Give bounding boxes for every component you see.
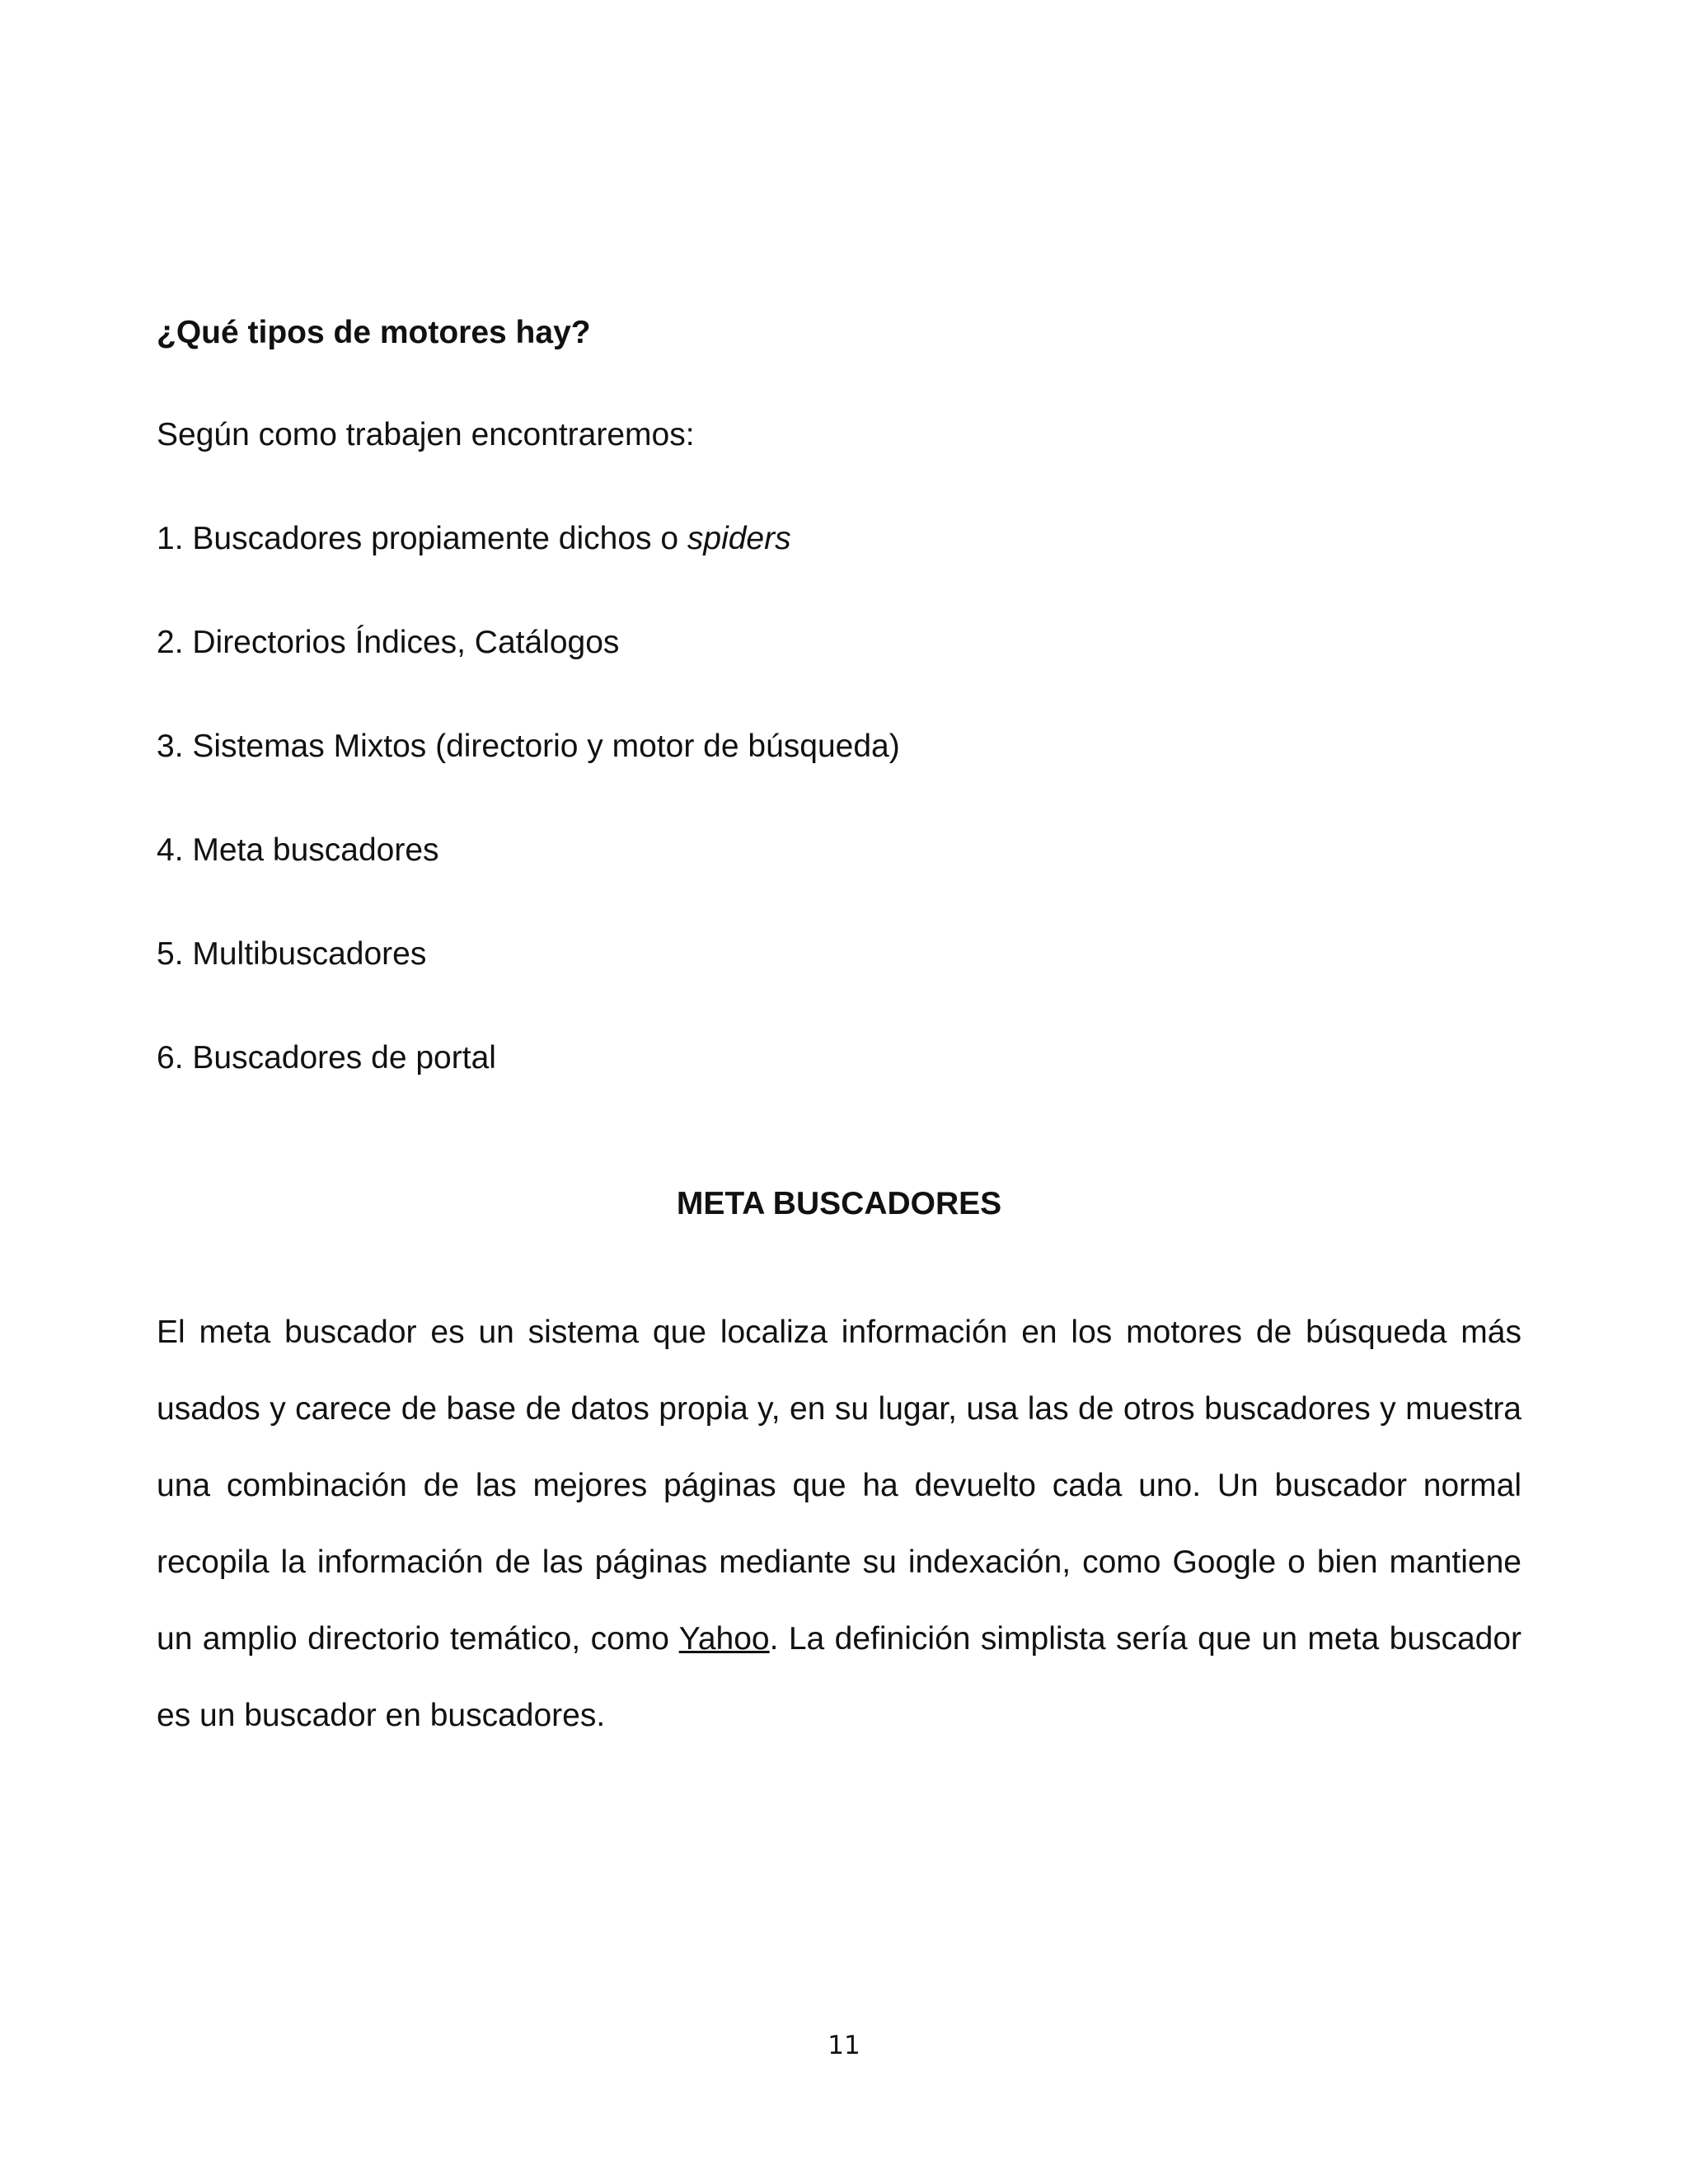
list-item-label: 4. Meta buscadores [157, 832, 439, 868]
list-item [157, 1037, 900, 1141]
list-item-label: 1. Buscadores propiamente dichos o [157, 521, 687, 556]
list-item-emphasis: spiders [687, 521, 791, 556]
yahoo-link[interactable]: Yahoo [678, 1621, 770, 1657]
list-item-label: 2. Directorios Índices, Catálogos [157, 625, 620, 660]
list-item-label: 3. Sistemas Mixtos (directorio y motor de búsqueda) [157, 729, 900, 764]
paragraph-text: El meta buscador es un sistema que localiza información en los motores de búsqueda más usados y carece de base de datos propia y, en su lugar, usa las de otros buscadores y muestra una combinación de las mejores páginas que ha devuelto cada uno. Un buscador normal recopila la información de las páginas mediante su indexación, como Google o bien mantiene un amplio directorio temático, como [157, 1315, 1522, 1657]
body-paragraph [157, 1294, 1522, 1754]
paragraph-text-end: . La definición simplista sería que un meta buscador es un buscador en buscadores. [157, 1621, 1522, 1733]
list-item-label: 6. Buscadores de portal [157, 1040, 496, 1076]
page-heading: ¿Qué tipos de motores hay? [157, 315, 591, 350]
list-item-label: 5. Multibuscadores [157, 936, 427, 972]
list-item [157, 725, 900, 829]
list-item [157, 621, 900, 725]
list-item [157, 933, 900, 1037]
search-engine-types-list [157, 518, 900, 1141]
page-number: 11 [828, 2031, 860, 2060]
intro-text: Según como trabajen encontraremos: [157, 417, 695, 452]
list-item [157, 518, 900, 621]
list-item [157, 829, 900, 933]
section-title: META BUSCADORES [676, 1186, 1002, 1221]
